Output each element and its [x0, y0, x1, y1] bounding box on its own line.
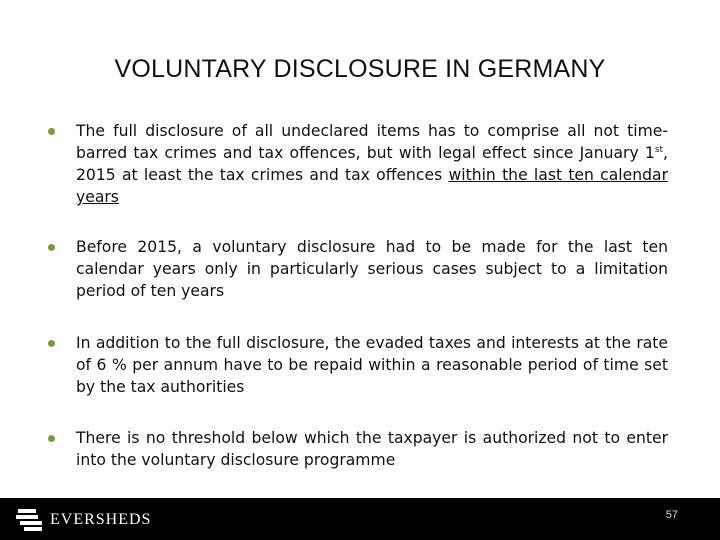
bullet-text-part: The full disclosure of all undeclared items has to comprise all not time-barred tax crimes and tax offences, but with legal effect since January 1: [76, 122, 668, 162]
bullet-dot-icon: [48, 244, 55, 251]
bullet-item: [48, 120, 668, 208]
bullet-superscript: st: [654, 144, 664, 155]
bullet-text: In addition to the full disclosure, the evaded taxes and interests at the rate of 6 % per annum have to be repaid within a reasonable period of time set by the tax authorities: [76, 334, 668, 396]
bullet-text: Before 2015, a voluntary disclosure had to be made for the last ten calendar years only in particularly serious cases subject to a limitation period of ten years: [76, 238, 668, 300]
bullet-dot-icon: [48, 340, 55, 347]
bullet-dot-icon: [48, 435, 55, 442]
bullet-text-part: , 2015 at least the tax crimes and tax offences: [76, 144, 668, 184]
bullet-dot-icon: [48, 128, 55, 135]
page-number: 57: [665, 509, 678, 521]
bullet-text: [76, 120, 668, 208]
bullet-item: [48, 332, 668, 398]
bullet-item: [48, 427, 668, 471]
logo-text: EVERSHEDS: [50, 511, 152, 528]
bullet-item: [48, 236, 668, 302]
eversheds-logo-icon: [16, 507, 44, 533]
bullet-text: There is no threshold below which the taxpayer is authorized not to enter into the voluntary disclosure programme: [76, 429, 668, 469]
bullet-underlined-text: within the last ten calendar years: [76, 166, 668, 206]
slide-title: VOLUNTARY DISCLOSURE IN GERMANY: [114, 55, 606, 83]
eversheds-logo: [16, 507, 151, 533]
footer-bar: [0, 498, 720, 540]
